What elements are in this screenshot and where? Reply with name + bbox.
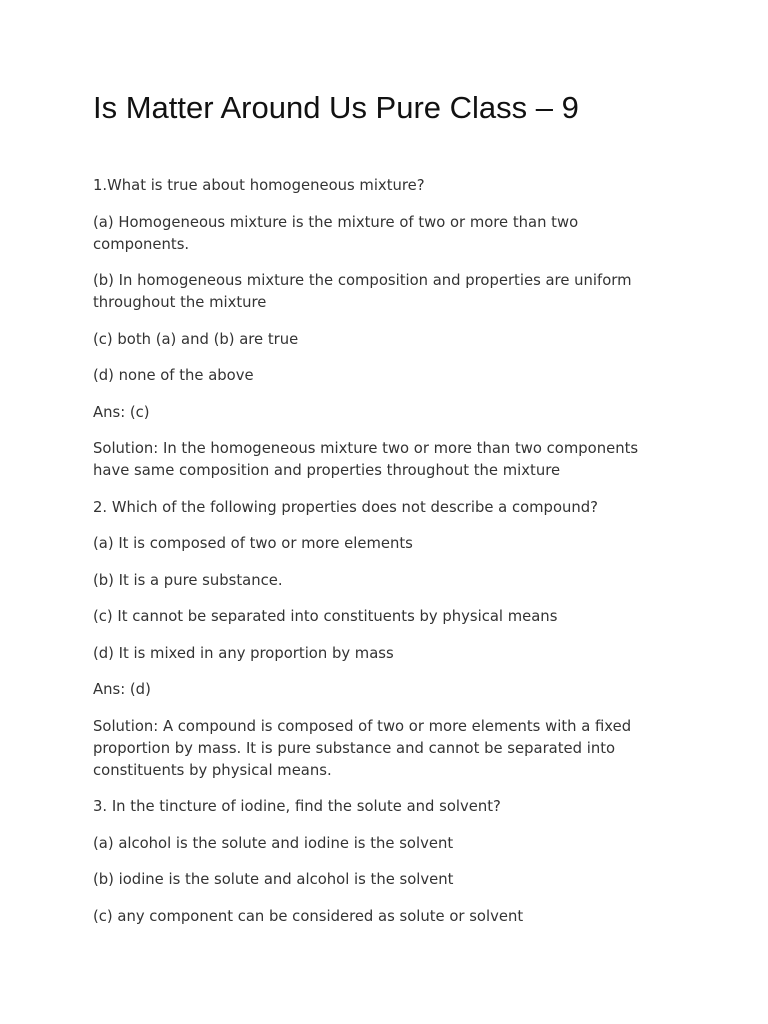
question-2-option-a: (a) It is composed of two or more elements [93, 535, 413, 552]
document-body [93, 175, 678, 942]
question-2-option-d: (d) It is mixed in any proportion by mass [93, 644, 394, 662]
question-1-option-c: (c) both (a) and (b) are true [93, 330, 299, 348]
question-2-text: 2. Which of the following properties does not describe a compound? [93, 498, 599, 516]
question-2-solution: Solution: A compound is composed of two or more elements with a fixed proportion by mass. It is pure substance and cannot be separated into constituents by physical means. [93, 717, 632, 779]
question-2-option-b: (b) It is a pure substance. [93, 571, 283, 589]
question-1-answer: Ans: (c) [93, 403, 150, 421]
question-3-option-c: (c) any component can be considered as solute or solvent [93, 907, 524, 925]
question-2-answer: Ans: (d) [93, 681, 151, 698]
question-1-option-b: (b) In homogeneous mixture the composition and properties are uniform throughout the mixture [93, 272, 632, 311]
question-3-text: 3. In the tincture of iodine, find the solute and solvent? [93, 798, 501, 815]
question-3-option-a: (a) alcohol is the solute and iodine is the solvent [93, 834, 454, 852]
question-1-option-d: (d) none of the above [93, 367, 254, 384]
question-1-option-a: (a) Homogeneous mixture is the mixture of two or more than two components. [93, 213, 579, 253]
question-1-solution: Solution: In the homogeneous mixture two or more than two components have same composition and properties throughout the mixture [93, 440, 639, 479]
question-1-text: 1.What is true about homogeneous mixture? [93, 177, 425, 194]
document-title: Is Matter Around Us Pure Class – 9 [93, 90, 579, 125]
question-3-option-b: (b) iodine is the solute and alcohol is the solvent [93, 871, 454, 888]
question-2-option-c: (c) It cannot be separated into constituents by physical means [93, 608, 558, 625]
